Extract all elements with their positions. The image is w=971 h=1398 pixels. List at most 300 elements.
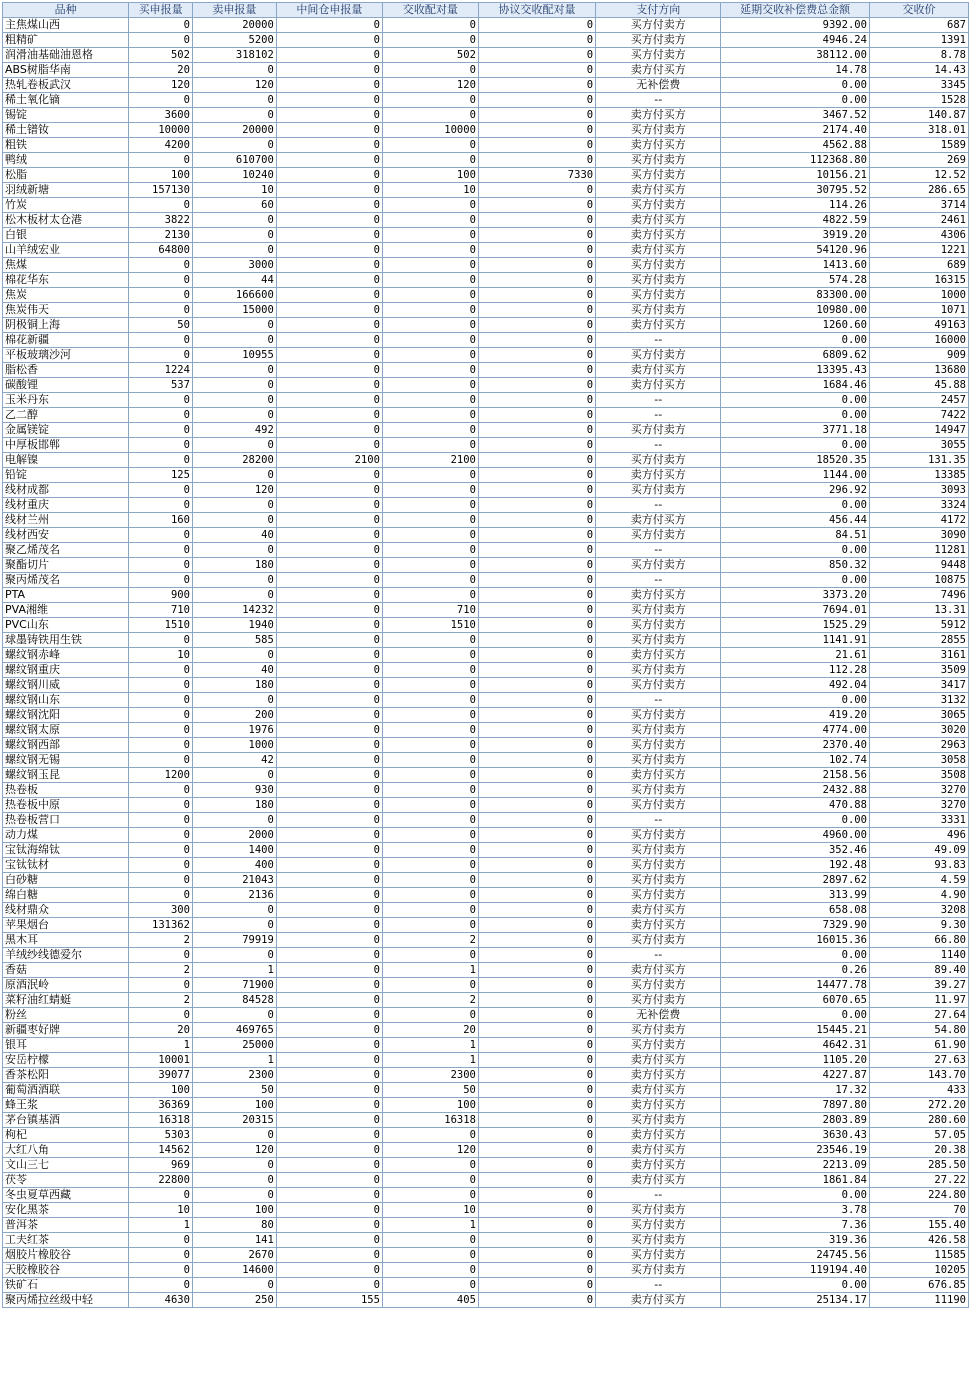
cell-pay-direction: 买方付卖方 [596, 453, 721, 468]
table-row [3, 18, 969, 33]
cell-matched-qty: 405 [382, 1293, 478, 1308]
cell-compensation-total: 352.46 [721, 843, 870, 858]
table-row [3, 333, 969, 348]
cell-agreement-qty: 0 [478, 1188, 595, 1203]
cell-buy-qty: 0 [129, 273, 193, 288]
cell-sell-qty: 80 [192, 1218, 276, 1233]
cell-compensation-total: 25134.17 [721, 1293, 870, 1308]
cell-settlement-price: 3714 [869, 198, 968, 213]
cell-middle-qty: 0 [276, 1038, 382, 1053]
cell-agreement-qty: 0 [478, 318, 595, 333]
cell-matched-qty: 0 [382, 573, 478, 588]
table-row [3, 843, 969, 858]
cell-buy-qty: 0 [129, 723, 193, 738]
cell-buy-qty: 157130 [129, 183, 193, 198]
cell-compensation-total: 0.00 [721, 543, 870, 558]
cell-product: 螺纹钢沈阳 [3, 708, 129, 723]
cell-buy-qty: 100 [129, 1083, 193, 1098]
table-row [3, 873, 969, 888]
cell-sell-qty: 141 [192, 1233, 276, 1248]
cell-agreement-qty: 0 [478, 258, 595, 273]
cell-buy-qty: 120 [129, 78, 193, 93]
table-row [3, 258, 969, 273]
cell-sell-qty: 0 [192, 138, 276, 153]
cell-settlement-price: 3020 [869, 723, 968, 738]
cell-middle-qty: 0 [276, 798, 382, 813]
cell-compensation-total: 296.92 [721, 483, 870, 498]
cell-pay-direction: 买方付卖方 [596, 558, 721, 573]
cell-product: 线材西安 [3, 528, 129, 543]
cell-matched-qty: 0 [382, 753, 478, 768]
cell-settlement-price: 909 [869, 348, 968, 363]
cell-agreement-qty: 0 [478, 678, 595, 693]
cell-product: 焦煤 [3, 258, 129, 273]
cell-settlement-price: 3331 [869, 813, 968, 828]
cell-product: 线材重庆 [3, 498, 129, 513]
cell-agreement-qty: 0 [478, 1083, 595, 1098]
header-sell-qty: 卖申报量 [192, 3, 276, 18]
cell-matched-qty: 50 [382, 1083, 478, 1098]
table-row [3, 723, 969, 738]
cell-pay-direction: 买方付卖方 [596, 798, 721, 813]
cell-sell-qty: 0 [192, 1008, 276, 1023]
cell-sell-qty: 2300 [192, 1068, 276, 1083]
cell-buy-qty: 131362 [129, 918, 193, 933]
cell-agreement-qty: 0 [478, 558, 595, 573]
cell-product: PVA湘维 [3, 603, 129, 618]
cell-settlement-price: 27.22 [869, 1173, 968, 1188]
cell-settlement-price: 14947 [869, 423, 968, 438]
cell-pay-direction: 买方付卖方 [596, 1218, 721, 1233]
cell-settlement-price: 3509 [869, 663, 968, 678]
cell-sell-qty: 0 [192, 648, 276, 663]
cell-matched-qty: 0 [382, 858, 478, 873]
cell-pay-direction: 无补偿费 [596, 78, 721, 93]
cell-agreement-qty: 0 [478, 498, 595, 513]
cell-settlement-price: 5912 [869, 618, 968, 633]
cell-compensation-total: 16015.36 [721, 933, 870, 948]
cell-buy-qty: 0 [129, 828, 193, 843]
cell-pay-direction: 买方付卖方 [596, 1263, 721, 1278]
cell-compensation-total: 492.04 [721, 678, 870, 693]
cell-product: 白银 [3, 228, 129, 243]
cell-settlement-price: 4172 [869, 513, 968, 528]
cell-settlement-price: 4.90 [869, 888, 968, 903]
table-row [3, 738, 969, 753]
cell-matched-qty: 120 [382, 1143, 478, 1158]
cell-matched-qty: 100 [382, 1098, 478, 1113]
cell-buy-qty: 502 [129, 48, 193, 63]
cell-pay-direction: 买方付卖方 [596, 1023, 721, 1038]
cell-buy-qty: 0 [129, 1008, 193, 1023]
table-row [3, 1023, 969, 1038]
cell-middle-qty: 0 [276, 678, 382, 693]
cell-middle-qty: 0 [276, 738, 382, 753]
cell-product: 螺纹钢太原 [3, 723, 129, 738]
cell-buy-qty: 125 [129, 468, 193, 483]
table-row [3, 1248, 969, 1263]
cell-settlement-price: 45.88 [869, 378, 968, 393]
cell-compensation-total: 15445.21 [721, 1023, 870, 1038]
table-row [3, 198, 969, 213]
cell-agreement-qty: 0 [478, 78, 595, 93]
cell-middle-qty: 0 [276, 1173, 382, 1188]
cell-buy-qty: 900 [129, 588, 193, 603]
cell-agreement-qty: 0 [478, 1203, 595, 1218]
cell-pay-direction: 卖方付买方 [596, 918, 721, 933]
cell-settlement-price: 269 [869, 153, 968, 168]
cell-matched-qty: 0 [382, 438, 478, 453]
table-row [3, 528, 969, 543]
cell-buy-qty: 16318 [129, 1113, 193, 1128]
cell-matched-qty: 0 [382, 243, 478, 258]
cell-settlement-price: 1000 [869, 288, 968, 303]
cell-matched-qty: 0 [382, 18, 478, 33]
table-row [3, 48, 969, 63]
cell-settlement-price: 13680 [869, 363, 968, 378]
cell-buy-qty: 5303 [129, 1128, 193, 1143]
cell-compensation-total: 1144.00 [721, 468, 870, 483]
cell-sell-qty: 60 [192, 198, 276, 213]
cell-agreement-qty: 0 [478, 303, 595, 318]
cell-sell-qty: 930 [192, 783, 276, 798]
cell-middle-qty: 0 [276, 108, 382, 123]
cell-matched-qty: 16318 [382, 1113, 478, 1128]
cell-agreement-qty: 0 [478, 1008, 595, 1023]
table-row [3, 1128, 969, 1143]
cell-middle-qty: 0 [276, 633, 382, 648]
header-matched-qty: 交收配对量 [382, 3, 478, 18]
cell-middle-qty: 0 [276, 618, 382, 633]
header-compensation-total: 延期交收补偿费总金额 [721, 3, 870, 18]
cell-middle-qty: 0 [276, 813, 382, 828]
cell-matched-qty: 0 [382, 378, 478, 393]
cell-agreement-qty: 0 [478, 183, 595, 198]
cell-product: 苹果烟台 [3, 918, 129, 933]
cell-matched-qty: 0 [382, 498, 478, 513]
cell-agreement-qty: 0 [478, 1278, 595, 1293]
table-row [3, 888, 969, 903]
cell-middle-qty: 0 [276, 303, 382, 318]
cell-pay-direction: 卖方付买方 [596, 468, 721, 483]
table-body [3, 18, 969, 1308]
cell-compensation-total: 658.08 [721, 903, 870, 918]
cell-buy-qty: 3822 [129, 213, 193, 228]
cell-middle-qty: 0 [276, 753, 382, 768]
cell-sell-qty: 10 [192, 183, 276, 198]
cell-compensation-total: 3467.52 [721, 108, 870, 123]
cell-buy-qty: 1224 [129, 363, 193, 378]
table-row [3, 903, 969, 918]
cell-matched-qty: 0 [382, 33, 478, 48]
cell-agreement-qty: 0 [478, 1053, 595, 1068]
cell-matched-qty: 2 [382, 993, 478, 1008]
cell-compensation-total: 3373.20 [721, 588, 870, 603]
cell-compensation-total: 21.61 [721, 648, 870, 663]
cell-middle-qty: 0 [276, 273, 382, 288]
cell-compensation-total: 0.00 [721, 1008, 870, 1023]
cell-compensation-total: 6809.62 [721, 348, 870, 363]
cell-buy-qty: 0 [129, 18, 193, 33]
cell-sell-qty: 0 [192, 333, 276, 348]
cell-buy-qty: 537 [129, 378, 193, 393]
cell-pay-direction: 卖方付买方 [596, 513, 721, 528]
cell-sell-qty: 0 [192, 573, 276, 588]
cell-middle-qty: 0 [276, 648, 382, 663]
cell-middle-qty: 0 [276, 1143, 382, 1158]
cell-compensation-total: 4822.59 [721, 213, 870, 228]
cell-buy-qty: 0 [129, 663, 193, 678]
cell-settlement-price: 27.64 [869, 1008, 968, 1023]
cell-sell-qty: 1400 [192, 843, 276, 858]
cell-middle-qty: 0 [276, 183, 382, 198]
cell-compensation-total: 0.00 [721, 93, 870, 108]
cell-agreement-qty: 0 [478, 813, 595, 828]
cell-matched-qty: 0 [382, 813, 478, 828]
cell-sell-qty: 180 [192, 798, 276, 813]
cell-compensation-total: 0.00 [721, 438, 870, 453]
cell-sell-qty: 0 [192, 108, 276, 123]
cell-matched-qty: 100 [382, 168, 478, 183]
cell-middle-qty: 0 [276, 573, 382, 588]
cell-matched-qty: 0 [382, 1263, 478, 1278]
cell-middle-qty: 0 [276, 138, 382, 153]
cell-agreement-qty: 0 [478, 618, 595, 633]
cell-sell-qty: 28200 [192, 453, 276, 468]
cell-settlement-price: 70 [869, 1203, 968, 1218]
cell-product: 线材兰州 [3, 513, 129, 528]
cell-product: 焦炭伟天 [3, 303, 129, 318]
table-row [3, 288, 969, 303]
cell-matched-qty: 0 [382, 873, 478, 888]
cell-agreement-qty: 0 [478, 798, 595, 813]
cell-matched-qty: 0 [382, 1008, 478, 1023]
cell-settlement-price: 3090 [869, 528, 968, 543]
cell-compensation-total: 114.26 [721, 198, 870, 213]
table-row [3, 978, 969, 993]
table-row [3, 1233, 969, 1248]
cell-middle-qty: 0 [276, 708, 382, 723]
table-row [3, 363, 969, 378]
cell-matched-qty: 0 [382, 108, 478, 123]
cell-settlement-price: 9.30 [869, 918, 968, 933]
cell-agreement-qty: 0 [478, 138, 595, 153]
table-row [3, 513, 969, 528]
cell-agreement-qty: 0 [478, 1233, 595, 1248]
cell-buy-qty: 0 [129, 1248, 193, 1263]
cell-settlement-price: 3270 [869, 798, 968, 813]
cell-sell-qty: 0 [192, 498, 276, 513]
cell-product: 聚乙烯茂名 [3, 543, 129, 558]
header-settlement-price: 交收价 [869, 3, 968, 18]
cell-matched-qty: 0 [382, 723, 478, 738]
cell-buy-qty: 160 [129, 513, 193, 528]
cell-buy-qty: 0 [129, 498, 193, 513]
table-row [3, 663, 969, 678]
cell-compensation-total: 7897.80 [721, 1098, 870, 1113]
cell-compensation-total: 1105.20 [721, 1053, 870, 1068]
cell-compensation-total: 2897.62 [721, 873, 870, 888]
cell-settlement-price: 16000 [869, 333, 968, 348]
cell-settlement-price: 3093 [869, 483, 968, 498]
cell-pay-direction: 买方付卖方 [596, 783, 721, 798]
cell-matched-qty: 710 [382, 603, 478, 618]
cell-sell-qty: 0 [192, 948, 276, 963]
table-row [3, 588, 969, 603]
cell-agreement-qty: 0 [478, 273, 595, 288]
cell-pay-direction: 买方付卖方 [596, 288, 721, 303]
table-row [3, 993, 969, 1008]
cell-buy-qty: 0 [129, 693, 193, 708]
cell-sell-qty: 100 [192, 1203, 276, 1218]
cell-matched-qty: 0 [382, 1173, 478, 1188]
cell-middle-qty: 0 [276, 993, 382, 1008]
table-row [3, 123, 969, 138]
cell-product: 螺纹钢重庆 [3, 663, 129, 678]
cell-compensation-total: 7694.01 [721, 603, 870, 618]
cell-sell-qty: 1 [192, 963, 276, 978]
cell-settlement-price: 39.27 [869, 978, 968, 993]
cell-matched-qty: 1 [382, 963, 478, 978]
cell-product: 玉米丹东 [3, 393, 129, 408]
cell-agreement-qty: 0 [478, 228, 595, 243]
cell-product: 热卷板中原 [3, 798, 129, 813]
cell-sell-qty: 79919 [192, 933, 276, 948]
cell-product: 白砂糖 [3, 873, 129, 888]
cell-compensation-total: 3630.43 [721, 1128, 870, 1143]
cell-agreement-qty: 0 [478, 453, 595, 468]
cell-matched-qty: 0 [382, 288, 478, 303]
cell-sell-qty: 21043 [192, 873, 276, 888]
cell-pay-direction: 无补偿费 [596, 1008, 721, 1023]
cell-settlement-price: 3270 [869, 783, 968, 798]
cell-sell-qty: 2670 [192, 1248, 276, 1263]
cell-settlement-price: 3324 [869, 498, 968, 513]
cell-agreement-qty: 0 [478, 1038, 595, 1053]
cell-agreement-qty: 0 [478, 468, 595, 483]
cell-matched-qty: 0 [382, 258, 478, 273]
cell-sell-qty: 0 [192, 468, 276, 483]
cell-sell-qty: 0 [192, 63, 276, 78]
cell-matched-qty: 0 [382, 693, 478, 708]
cell-buy-qty: 3600 [129, 108, 193, 123]
cell-agreement-qty: 0 [478, 393, 595, 408]
cell-middle-qty: 0 [276, 858, 382, 873]
cell-pay-direction: 买方付卖方 [596, 738, 721, 753]
cell-agreement-qty: 0 [478, 198, 595, 213]
cell-matched-qty: 2100 [382, 453, 478, 468]
cell-pay-direction: 买方付卖方 [596, 663, 721, 678]
cell-agreement-qty: 0 [478, 903, 595, 918]
cell-settlement-price: 3058 [869, 753, 968, 768]
cell-agreement-qty: 0 [478, 378, 595, 393]
cell-agreement-qty: 0 [478, 1113, 595, 1128]
cell-sell-qty: 2000 [192, 828, 276, 843]
table-row [3, 1158, 969, 1173]
cell-settlement-price: 13385 [869, 468, 968, 483]
cell-middle-qty: 0 [276, 1083, 382, 1098]
cell-compensation-total: 4562.88 [721, 138, 870, 153]
cell-sell-qty: 20000 [192, 123, 276, 138]
cell-compensation-total: 574.28 [721, 273, 870, 288]
table-row [3, 483, 969, 498]
cell-agreement-qty: 0 [478, 1158, 595, 1173]
cell-product: 铁矿石 [3, 1278, 129, 1293]
cell-middle-qty: 0 [276, 948, 382, 963]
table-row [3, 618, 969, 633]
cell-pay-direction: 买方付卖方 [596, 123, 721, 138]
cell-compensation-total: 2370.40 [721, 738, 870, 753]
cell-buy-qty: 64800 [129, 243, 193, 258]
cell-matched-qty: 0 [382, 228, 478, 243]
cell-settlement-price: 155.40 [869, 1218, 968, 1233]
cell-pay-direction: 卖方付买方 [596, 963, 721, 978]
cell-settlement-price: 143.70 [869, 1068, 968, 1083]
cell-sell-qty: 25000 [192, 1038, 276, 1053]
cell-compensation-total: 10980.00 [721, 303, 870, 318]
table-row [3, 108, 969, 123]
cell-product: 竹炭 [3, 198, 129, 213]
cell-settlement-price: 1140 [869, 948, 968, 963]
cell-product: 文山三七 [3, 1158, 129, 1173]
cell-matched-qty: 0 [382, 318, 478, 333]
cell-sell-qty: 0 [192, 243, 276, 258]
cell-middle-qty: 2100 [276, 453, 382, 468]
cell-settlement-price: 93.83 [869, 858, 968, 873]
cell-agreement-qty: 0 [478, 543, 595, 558]
cell-agreement-qty: 0 [478, 123, 595, 138]
table-row [3, 168, 969, 183]
cell-pay-direction: -- [596, 573, 721, 588]
cell-sell-qty: 0 [192, 228, 276, 243]
cell-settlement-price: 3132 [869, 693, 968, 708]
cell-middle-qty: 155 [276, 1293, 382, 1308]
cell-sell-qty: 40 [192, 663, 276, 678]
cell-pay-direction: 买方付卖方 [596, 48, 721, 63]
cell-middle-qty: 0 [276, 723, 382, 738]
cell-buy-qty: 4200 [129, 138, 193, 153]
cell-pay-direction: 买方付卖方 [596, 1203, 721, 1218]
cell-settlement-price: 3065 [869, 708, 968, 723]
cell-matched-qty: 0 [382, 828, 478, 843]
cell-sell-qty: 0 [192, 918, 276, 933]
cell-pay-direction: 买方付卖方 [596, 153, 721, 168]
cell-pay-direction: 卖方付买方 [596, 378, 721, 393]
cell-matched-qty: 0 [382, 903, 478, 918]
cell-middle-qty: 0 [276, 498, 382, 513]
cell-buy-qty: 0 [129, 798, 193, 813]
cell-buy-qty: 39077 [129, 1068, 193, 1083]
cell-pay-direction: 卖方付买方 [596, 213, 721, 228]
cell-settlement-price: 3345 [869, 78, 968, 93]
cell-middle-qty: 0 [276, 1008, 382, 1023]
cell-settlement-price: 3161 [869, 648, 968, 663]
cell-product: 电解镍 [3, 453, 129, 468]
cell-pay-direction: 买方付卖方 [596, 753, 721, 768]
cell-matched-qty: 0 [382, 978, 478, 993]
cell-matched-qty: 0 [382, 333, 478, 348]
cell-pay-direction: 卖方付买方 [596, 138, 721, 153]
cell-buy-qty: 969 [129, 1158, 193, 1173]
cell-matched-qty: 0 [382, 153, 478, 168]
cell-sell-qty: 20315 [192, 1113, 276, 1128]
cell-agreement-qty: 0 [478, 753, 595, 768]
cell-pay-direction: -- [596, 1278, 721, 1293]
cell-sell-qty: 610700 [192, 153, 276, 168]
cell-settlement-price: 11.97 [869, 993, 968, 1008]
cell-buy-qty: 0 [129, 528, 193, 543]
cell-matched-qty: 0 [382, 273, 478, 288]
